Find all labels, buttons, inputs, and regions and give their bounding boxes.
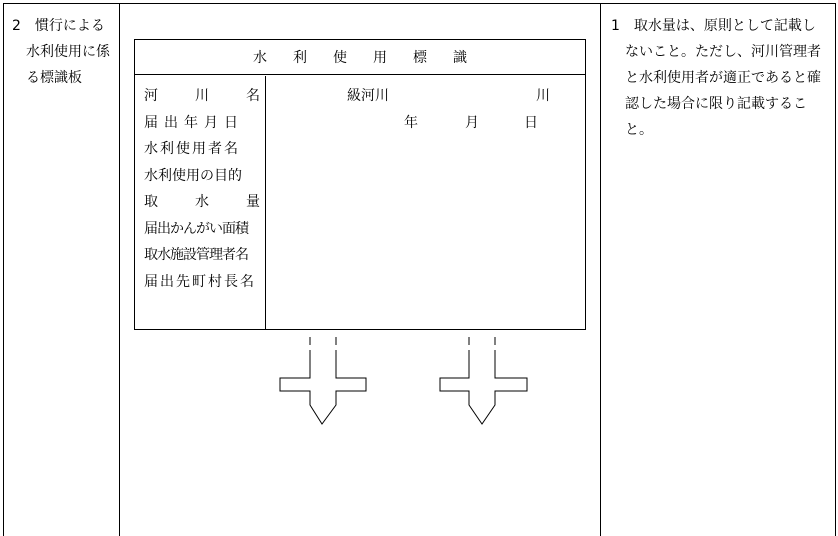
right-line-1: 1 取水量は、原則として記載し: [611, 18, 816, 34]
label-irrigation-area: [144, 216, 262, 243]
value-date-month: 月: [465, 115, 479, 131]
label-text: 取水量: [144, 194, 297, 210]
label-purpose: [144, 163, 262, 190]
label-text: 河川名: [144, 88, 297, 104]
left-line-1: 2 慣行による: [12, 18, 105, 34]
table-right-border: [835, 3, 836, 536]
label-text: 届出かんがい面積: [144, 220, 248, 237]
label-filing-date: [144, 110, 262, 137]
left-line-3: る標識板: [12, 70, 82, 86]
label-intake-volume: [144, 189, 297, 216]
right-line-2: ないこと。ただし、河川管理者: [611, 44, 821, 60]
label-town-mayor: [144, 269, 262, 296]
sign-title: 水利使用標識: [135, 40, 585, 75]
column-divider-2: [600, 3, 601, 536]
label-text: 届出先町村長名: [144, 273, 256, 290]
table-top-border: [3, 3, 836, 4]
value-river-class: 級河川: [347, 88, 389, 104]
label-text: 水利使用者名: [144, 141, 240, 157]
label-text: 水利使用の目的: [144, 167, 242, 184]
label-text: 届出年月日: [144, 114, 244, 131]
sign-posts-illustration: [270, 333, 540, 428]
left-post-arrow: [280, 337, 366, 424]
right-line-3: と水利使用者が適正であると確: [611, 70, 821, 86]
sign-board: [134, 39, 586, 330]
sign-labels: [144, 83, 297, 295]
value-river-suffix: 川: [536, 88, 550, 104]
label-facility-manager: [144, 242, 262, 269]
label-river-name: [144, 83, 297, 110]
label-text: 取水施設管理者名: [144, 247, 248, 263]
right-line-4: 認した場合に限り記載するこ: [611, 96, 807, 112]
right-post-arrow: [440, 337, 527, 424]
label-water-user: [144, 136, 262, 163]
right-column-text: [611, 13, 833, 143]
table-left-border: [3, 3, 4, 536]
left-column-text: [12, 13, 120, 91]
right-line-5: と。: [611, 122, 653, 138]
value-date-year: 年: [404, 115, 418, 131]
value-date-day: 日: [524, 115, 538, 131]
left-line-2: 水利使用に係: [12, 44, 110, 60]
